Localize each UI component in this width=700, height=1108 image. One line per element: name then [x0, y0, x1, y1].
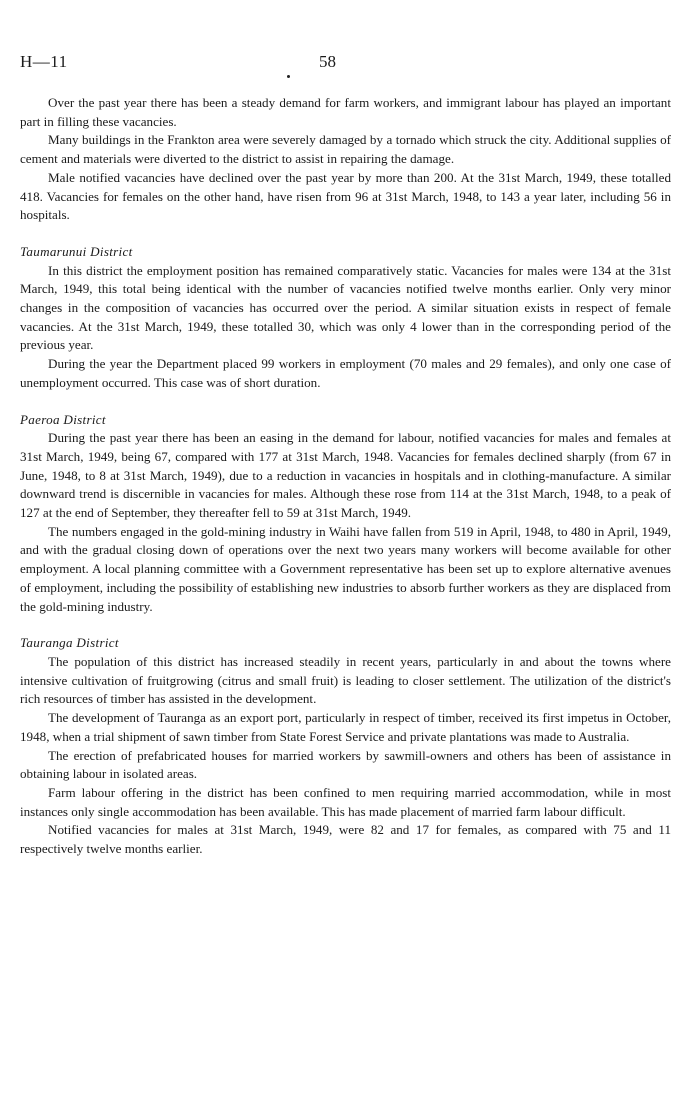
- section-taumarunui: [20, 243, 671, 393]
- section-paeroa: [20, 411, 671, 617]
- paragraph: Notified vacancies for males at 31st March, 1949, were 82 and 17 for females, as compared with 75 and 11 respectively twelve months earlier.: [20, 822, 671, 857]
- page-reference: H—11: [20, 52, 68, 71]
- paragraph: Over the past year there has been a steady demand for farm workers, and immigrant labour has played an important part in filling these vacancies.: [20, 95, 671, 129]
- paragraph: During the past year there has been an easing in the demand for labour, notified vacancies for males and females at 31st March, 1949, being 67, compared with 177 at 31st March, 1948. Vacancies for females declined sharply (from 67 in June, 1948, to 8 at 31st March, 1949), due to a reduction in vacancies in hospitals and in clothing-manufacture. A similar downward trend is discernible in vacancies for males. Although these rose from 114 at the 31st March, 1948, to a peak of 127 at the end of September, they thereafter fell to 59 at 31st March, 1949.: [20, 430, 671, 521]
- section-heading: Paeroa District: [20, 411, 106, 427]
- section-heading: Tauranga District: [20, 635, 119, 651]
- paragraph: Farm labour offering in the district has been confined to men requiring married accommodation, while in most instances only single accommodation has been available. This has made placement of married farm labour difficult.: [20, 784, 671, 819]
- body-text: [20, 94, 671, 859]
- paragraph: Many buildings in the Frankton area were severely damaged by a tornado which struck the city. Additional supplies of cement and materials were diverted to the district to assist in repairing the damage.: [20, 132, 671, 167]
- paragraph: In this district the employment position has remained comparatively static. Vacancies for males were 134 at the 31st March, 1949, this total being identical with the number of vacancies notified twelve months earlier. Only very minor changes in the composition of vacancies has occurred over the period. A similar situation exists in respect of female vacancies. At the 31st March, 1949, these totalled 30, which was only 4 lower than in the corresponding period of the previous year.: [20, 262, 671, 353]
- paragraph: During the year the Department placed 99 workers in employment (70 males and 29 females), and only one case of unemployment occurred. This case was of short duration.: [20, 356, 671, 390]
- paragraph: Male notified vacancies have declined over the past year by more than 200. At the 31st March, 1949, these totalled 418. Vacancies for females on the other hand, have risen from 96 at 31st March, 1948, to 143 a year later, including 56 in hospitals.: [20, 169, 671, 223]
- paragraph: The development of Tauranga as an export port, particularly in respect of timber, received its first impetus in October, 1948, when a trial shipment of sawn timber from State Forest Service and private plantations was made to Australia.: [20, 710, 671, 744]
- section-intro: [20, 94, 671, 225]
- paragraph: The erection of prefabricated houses for married workers by sawmill-owners and others has been of assistance in obtaining labour in isolated areas.: [20, 747, 671, 782]
- paragraph: The population of this district has increased steadily in recent years, particularly in and about the towns where intensive cultivation of fruitgrowing (citrus and small fruit) is leading to closer settlement. The utilization of the district's rich resources of timber has assisted in the development.: [20, 653, 671, 707]
- section-tauranga: [20, 634, 671, 858]
- dot-mark: [287, 75, 290, 78]
- page-number: 58: [319, 52, 336, 71]
- section-heading: Taumarunui District: [20, 243, 133, 259]
- paragraph: The numbers engaged in the gold-mining industry in Waihi have fallen from 519 in April, 1948, to 480 in April, 1949, and with the gradual closing down of operations over the next two years many workers will become available for other employment. A local planning committee with a Government representative has been set up to explore alternative avenues of employment, including the possibility of establishing new industries to absorb further workers as they are displaced from the gold-mining industry.: [20, 523, 671, 614]
